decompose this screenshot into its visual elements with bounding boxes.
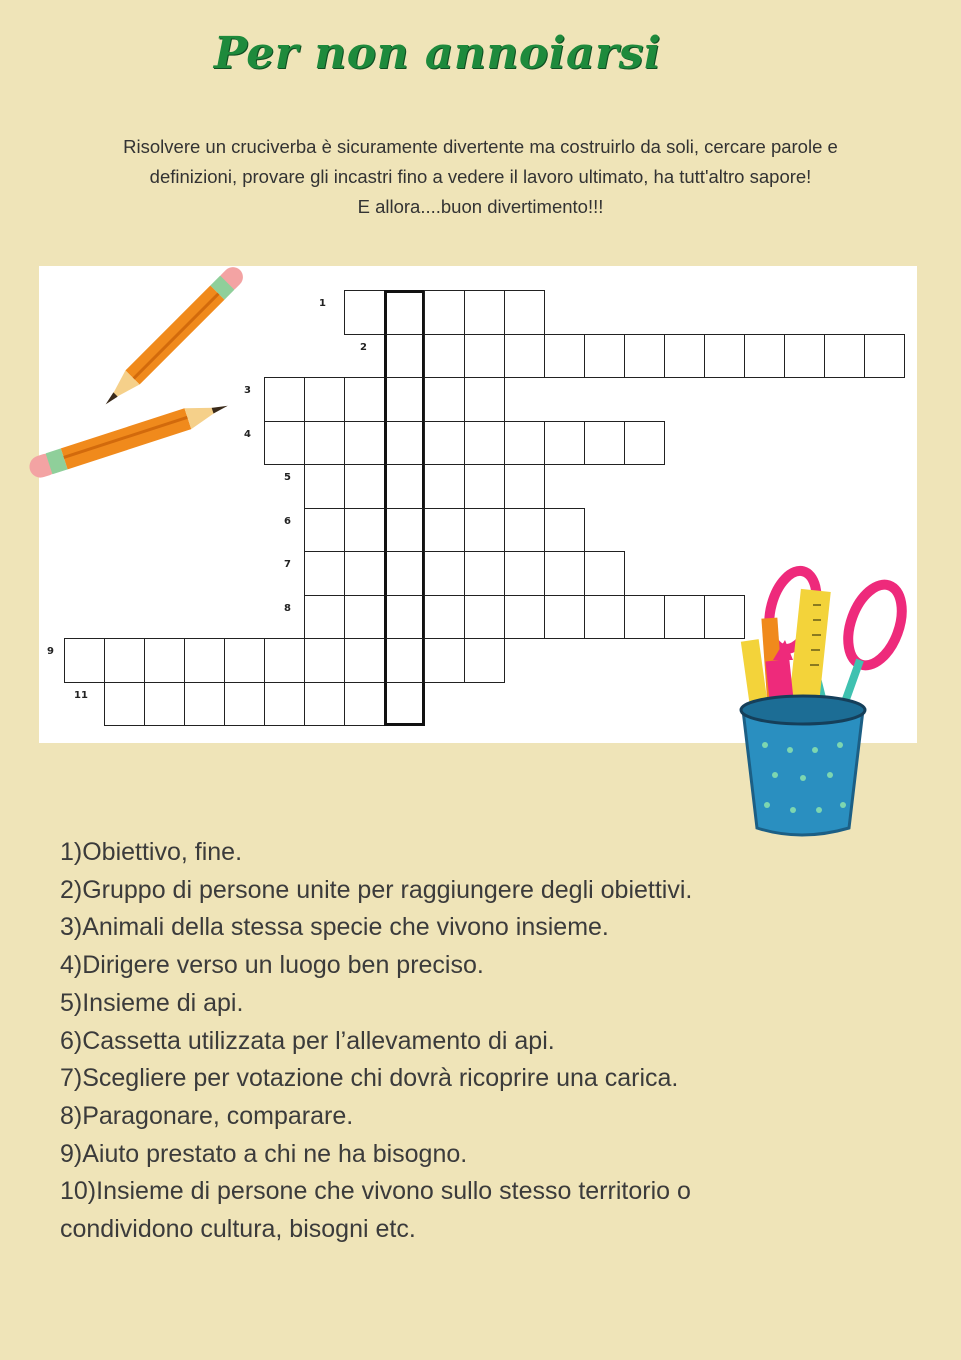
grid-cell[interactable] xyxy=(424,464,465,509)
grid-cell[interactable] xyxy=(384,508,425,553)
grid-cell[interactable] xyxy=(384,595,425,640)
intro-line: Risolvere un cruciverba è sicuramente divertente ma costruirlo da soli, cercare parole e xyxy=(123,136,838,157)
grid-cell[interactable] xyxy=(104,682,145,727)
grid-cell[interactable] xyxy=(424,595,465,640)
grid-cell[interactable] xyxy=(304,421,345,466)
grid-cell[interactable] xyxy=(464,421,505,466)
grid-cell[interactable] xyxy=(504,290,545,335)
grid-cell[interactable] xyxy=(424,421,465,466)
grid-cell[interactable] xyxy=(544,508,585,553)
clue-list xyxy=(60,834,880,1249)
grid-cell[interactable] xyxy=(344,638,385,683)
grid-cell[interactable] xyxy=(384,290,425,335)
grid-cell[interactable] xyxy=(424,508,465,553)
grid-cell[interactable] xyxy=(504,334,545,379)
clue-number: 4 xyxy=(244,428,251,440)
clue-item: 5)Insieme di api. xyxy=(60,988,244,1017)
grid-cell[interactable] xyxy=(344,595,385,640)
grid-cell[interactable] xyxy=(744,334,785,379)
grid-cell[interactable] xyxy=(384,377,425,422)
grid-cell[interactable] xyxy=(504,508,545,553)
grid-cell[interactable] xyxy=(304,638,345,683)
grid-cell[interactable] xyxy=(384,638,425,683)
grid-cell[interactable] xyxy=(384,334,425,379)
grid-cell[interactable] xyxy=(664,595,705,640)
grid-cell[interactable] xyxy=(224,682,265,727)
clue-item: 8)Paragonare, comparare. xyxy=(60,1101,354,1130)
grid-cell[interactable] xyxy=(144,638,185,683)
clue-item: 2)Gruppo di persone unite per raggiungere degli obiettivi. xyxy=(60,875,693,904)
grid-cell[interactable] xyxy=(504,464,545,509)
clue-item: 10)Insieme di persone che vivono sullo stesso territorio o xyxy=(60,1177,691,1206)
clue-number: 7 xyxy=(284,559,291,570)
grid-cell[interactable] xyxy=(384,682,425,727)
grid-cell[interactable] xyxy=(584,421,625,466)
grid-cell[interactable] xyxy=(304,551,345,596)
grid-cell[interactable] xyxy=(464,551,505,596)
grid-cell[interactable] xyxy=(504,421,545,466)
grid-cell[interactable] xyxy=(544,551,585,596)
clue-number: 3 xyxy=(244,385,251,396)
grid-cell[interactable] xyxy=(264,421,305,466)
clue-item: 6)Cassetta utilizzata per l’allevamento di api. xyxy=(60,1026,555,1055)
clue-item: 1)Obiettivo, fine. xyxy=(60,838,243,866)
grid-cell[interactable] xyxy=(304,464,345,509)
grid-cell[interactable] xyxy=(344,551,385,596)
grid-cell[interactable] xyxy=(584,595,625,640)
grid-cell[interactable] xyxy=(864,334,905,379)
grid-cell[interactable] xyxy=(264,377,305,422)
grid-cell[interactable] xyxy=(344,508,385,553)
grid-cell[interactable] xyxy=(384,421,425,466)
intro-text xyxy=(40,132,921,222)
grid-cell[interactable] xyxy=(384,464,425,509)
grid-cell[interactable] xyxy=(424,638,465,683)
grid-cell[interactable] xyxy=(504,551,545,596)
grid-cell[interactable] xyxy=(464,334,505,379)
grid-cell[interactable] xyxy=(784,334,825,379)
grid-cell[interactable] xyxy=(464,290,505,335)
grid-cell[interactable] xyxy=(184,682,225,727)
grid-cell[interactable] xyxy=(424,290,465,335)
grid-cell[interactable] xyxy=(544,595,585,640)
grid-cell[interactable] xyxy=(664,334,705,379)
pencil-cup-icon xyxy=(735,560,915,840)
grid-cell[interactable] xyxy=(424,551,465,596)
clue-item: condividono cultura, bisogni etc. xyxy=(60,1215,416,1244)
grid-cell[interactable] xyxy=(624,595,665,640)
grid-cell[interactable] xyxy=(464,595,505,640)
grid-cell[interactable] xyxy=(704,334,745,379)
clue-number: 1 xyxy=(319,298,326,309)
grid-cell[interactable] xyxy=(344,377,385,422)
grid-cell[interactable] xyxy=(304,508,345,553)
grid-cell[interactable] xyxy=(264,638,305,683)
clue-item: 3)Animali della stessa specie che vivono insieme. xyxy=(60,913,609,942)
grid-cell[interactable] xyxy=(544,421,585,466)
grid-cell[interactable] xyxy=(464,508,505,553)
grid-cell[interactable] xyxy=(184,638,225,683)
grid-cell[interactable] xyxy=(464,638,505,683)
grid-cell[interactable] xyxy=(824,334,865,379)
clue-number: 2 xyxy=(360,341,367,353)
grid-cell[interactable] xyxy=(344,290,385,335)
grid-cell[interactable] xyxy=(464,377,505,422)
grid-cell[interactable] xyxy=(344,682,385,727)
clue-number: 11 xyxy=(74,689,88,701)
grid-cell[interactable] xyxy=(304,682,345,727)
grid-cell[interactable] xyxy=(424,334,465,379)
grid-cell[interactable] xyxy=(504,595,545,640)
grid-cell[interactable] xyxy=(224,638,265,683)
grid-cell[interactable] xyxy=(64,638,105,683)
clue-item: 9)Aiuto prestato a chi ne ha bisogno. xyxy=(60,1139,468,1168)
grid-cell[interactable] xyxy=(584,334,625,379)
clue-number: 9 xyxy=(47,646,54,657)
grid-cell[interactable] xyxy=(584,551,625,596)
grid-cell[interactable] xyxy=(464,464,505,509)
grid-cell[interactable] xyxy=(424,377,465,422)
clue-item: 7)Scegliere per votazione chi dovrà ricoprire una carica. xyxy=(60,1064,679,1093)
grid-cell[interactable] xyxy=(624,421,665,466)
pencil-icon xyxy=(18,392,243,492)
grid-cell[interactable] xyxy=(144,682,185,727)
intro-line: E allora....buon divertimento!!! xyxy=(357,196,604,217)
clue-number: 5 xyxy=(284,472,291,483)
grid-cell[interactable] xyxy=(104,638,145,683)
intro-line: definizioni, provare gli incastri fino a vedere il lavoro ultimato, ha tutt'altro sapore! xyxy=(149,166,812,187)
grid-cell[interactable] xyxy=(304,377,345,422)
grid-cell[interactable] xyxy=(344,464,385,509)
grid-cell[interactable] xyxy=(624,334,665,379)
grid-cell[interactable] xyxy=(304,595,345,640)
grid-cell[interactable] xyxy=(384,551,425,596)
clue-number: 8 xyxy=(284,602,291,614)
clue-item: 4)Dirigere verso un luogo ben preciso. xyxy=(60,951,484,980)
grid-cell[interactable] xyxy=(264,682,305,727)
clue-number: 6 xyxy=(284,515,291,527)
grid-cell[interactable] xyxy=(344,421,385,466)
grid-cell[interactable] xyxy=(544,334,585,379)
page-title: Per non annoiarsi xyxy=(213,28,662,79)
